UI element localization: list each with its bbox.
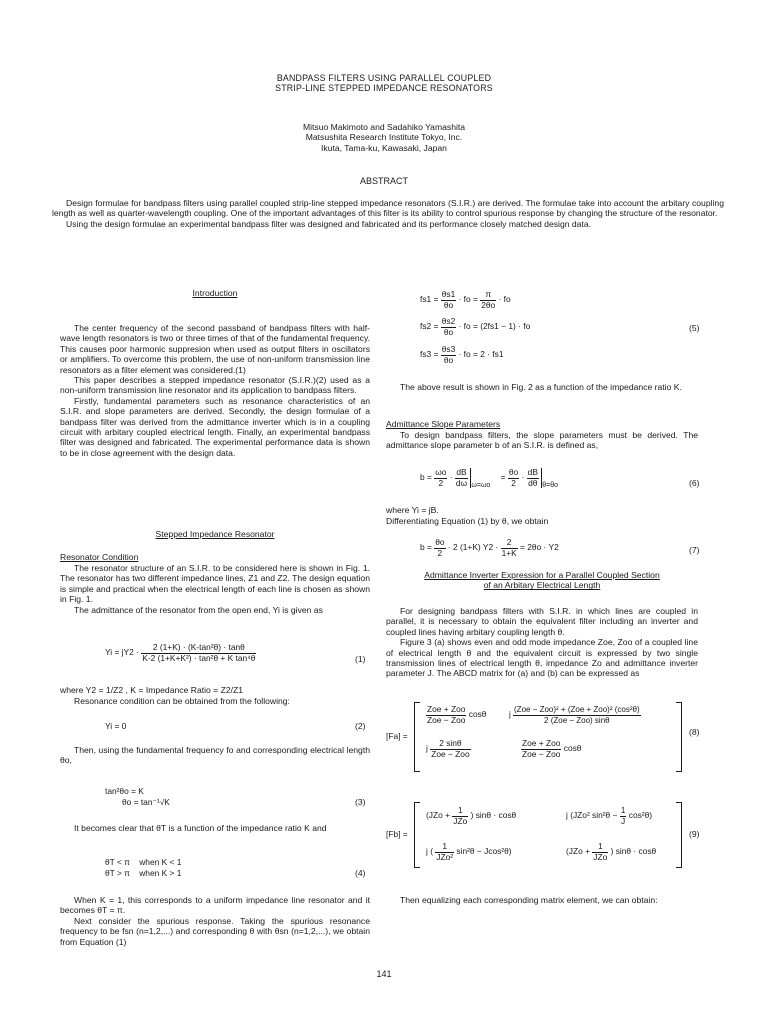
introduction-heading: Introduction xyxy=(192,288,238,298)
equation-2-number: (2) xyxy=(355,721,366,731)
title-line-1: BANDPASS FILTERS USING PARALLEL COUPLED xyxy=(276,73,492,83)
equation-8-number: (8) xyxy=(689,727,700,737)
abstract-para-1: Design formulae for bandpass filters using parallel coupled strip-line stepped impedance resonators (S.I.R.) are derived. The formulae take into account the arbitary coupling length as well as quarter-wavelength coupling. One of the important advantages of this filter is its ability to control spurious response by changing the structure of the resonator. xyxy=(52,198,724,219)
equation-7: b = $\frac{\theta o}{2}$ · 2 (1+K) Y2 · $\frac{2}{1+K}$ = 2θo · Y2 xyxy=(420,537,559,558)
intro-para-2: This paper describes a stepped impedance resonator (S.I.R.)(2) used as a non-uniform transmission line resonator and its application to bandpass filters. xyxy=(60,375,370,396)
page-number: 141 xyxy=(376,969,392,979)
authors: Mitsuo Makimoto and Sadahiko Yamashita xyxy=(302,122,466,132)
fa-label: [Fa] = xyxy=(386,731,408,741)
admittance-inverter-heading xyxy=(386,570,698,591)
abstract-heading: ABSTRACT xyxy=(359,176,408,186)
aie-heading-line-1: Admittance Inverter Expression for a Parallel Coupled Section xyxy=(424,570,660,580)
fb-label: [Fb] = xyxy=(386,829,408,839)
fa-right-bracket xyxy=(676,702,682,772)
admittance-slope-body: To design bandpass filters, the slope parameters must be derived. The admittance slope parameter b of an S.I.R. is defined as, xyxy=(386,430,698,451)
equation-5b: fs2 = $\frac{\theta s2}{\theta o}$ · fo = (2fs1 − 1) · fo xyxy=(420,316,531,337)
equation-5c: fs3 = $\frac{\theta s3}{\theta o}$ · fo = 2 · fs1 xyxy=(420,344,504,365)
fb-element-21: j ( 1 JZo² sin²θ − Jcos²θ) xyxy=(426,841,512,862)
intro-para-3: Firstly, fundamental parameters such as resonance characteristics of an S.I.R. and slope parameters are derived. Secondly, the design formulae of a bandpass filter was derived from the admittance inverter which is in a coupling circuit with arbitary coupled electrical length. Finally, an experimental bandpass filter was designed and fabricated. The experimental performance data is shown to be in close agreement with the design data. xyxy=(60,395,370,458)
function-of-k-text: It becomes clear that θT is a function of the impedance ratio K and xyxy=(74,823,327,833)
equation-4a: θT < π when K < 1 xyxy=(105,857,182,867)
resonator-condition-heading: Resonator Condition xyxy=(60,552,139,562)
resonator-condition-body xyxy=(60,563,370,615)
rc-para-2: The admittance of the resonator from the open end, Yi is given as xyxy=(74,604,323,615)
affiliation: Matsushita Research Institute Tokyo, Inc. xyxy=(305,132,463,143)
aie-heading-line-2: of an Arbitary Electrical Length xyxy=(483,580,601,591)
equation-4b: θT > π when K > 1 xyxy=(105,868,182,878)
equation-7-number: (7) xyxy=(689,545,700,555)
equation-5a: fs1 = $\frac{\theta s1}{\theta o}$ · fo = $\frac{\pi}{2\theta o}$ · fo xyxy=(420,289,511,310)
equation-6: b = $\frac{\omega o}{2}$ · $\frac{dB}{d\omega}$ $_{\omega=\omega o}$ = $\frac{\theta o}{2}$ · $\frac{dB}{d\theta}$ $_{\theta=\theta o}$ xyxy=(420,467,559,490)
aie-para-1: For designing bandpass filters with S.I.R. in which lines are coupled in parallel, it is necessary to obtain the equivalent filter including an inverter and coupled lines having arbitary coupling length θ. xyxy=(386,606,698,637)
title-line-2: STRIP-LINE STEPPED IMPEDANCE RESONATORS xyxy=(275,83,493,94)
where-yi-text: where Yi = jB. xyxy=(386,505,439,515)
fb-left-bracket xyxy=(414,802,420,868)
fb-element-11: (JZo + 1 JZo ) sinθ · cosθ xyxy=(426,805,517,826)
paper-title xyxy=(0,73,768,94)
fa-left-bracket xyxy=(414,702,420,772)
equation-5-number: (5) xyxy=(689,323,700,333)
spurious-text xyxy=(60,895,370,947)
equation-3a: tan²θo = K xyxy=(105,786,144,796)
aie-para-2: Figure 3 (a) shows even and odd mode impedance Zoe, Zoo of a coupled line of electrical length θ and the equivalent circuit is expressed by two single transmission lines of electrical length θ, impedance Zo and admittance inverter parameter J. The ABCD matrix for (a) and (b) can be expressed as xyxy=(386,637,698,679)
abstract-body xyxy=(52,198,724,229)
abstract-para-2: Using the design formulae an experimental bandpass filter was designed and fabricated and its performance closely matched design data. xyxy=(66,218,592,229)
where-definition: where Y2 = 1/Z2 , K = Impedance Ratio = Z2/Z1 xyxy=(60,685,244,695)
equation-9-number: (9) xyxy=(689,829,700,839)
admittance-slope-heading: Admittance Slope Parameters xyxy=(386,419,501,429)
sir-heading: Stepped Impedance Resonator xyxy=(155,529,275,539)
equation-1-number: (1) xyxy=(355,654,366,664)
fa-element-21: j 2 sinθ Zoe − Zoo xyxy=(426,738,470,759)
fb-element-12: j (JZo² sin²θ − $\frac{1}{J}$ cos²θ) xyxy=(566,805,653,826)
resonance-condition-text: Resonance condition can be obtained from the following: xyxy=(74,696,290,706)
equalizing-text: Then equalizing each corresponding matrix element, we can obtain: xyxy=(400,895,658,905)
spurious-para: Next consider the spurious response. Taking the spurious resonance frequency to be fsn (n=1,2,...) and corresponding θ with θsn (n=1,2,...), we obtain from Equation (1) xyxy=(60,915,370,947)
address: Ikuta, Tama-ku, Kawasaki, Japan xyxy=(321,142,447,153)
introduction-body xyxy=(60,323,370,458)
equation-3-number: (3) xyxy=(355,797,366,807)
equation-2: Yi = 0 xyxy=(105,721,127,731)
uniform-line-para: When K = 1, this corresponds to a uniform impedance line resonator and it becomes θT = π. xyxy=(60,895,370,916)
equation-4-number: (4) xyxy=(355,868,366,878)
then-text: Then, using the fundamental frequency fo and corresponding electrical length θo, xyxy=(60,745,370,766)
admittance-inverter-body xyxy=(386,606,698,679)
equation-6-number: (6) xyxy=(689,478,700,488)
fb-element-22: (JZo + 1 JZo ) sinθ · cosθ xyxy=(566,841,657,862)
fa-element-11: Zoe + Zoo Zoe − Zoo cosθ xyxy=(427,704,487,725)
above-result-text: The above result is shown in Fig. 2 as a function of the impedance ratio K. xyxy=(400,382,682,392)
equation-3b: θo = tan⁻¹√K xyxy=(122,797,170,807)
fa-element-22: Zoe + Zoo Zoe − Zoo cosθ xyxy=(522,738,582,759)
equation-1: Yi = jY2 · $\frac{\text{2 (1+K) · (K-tan²θ) · tanθ}}{\text{K-2 (1+K+K²) · tan²θ + K tan⁴θ}}$ xyxy=(105,642,256,663)
differentiating-text: Differentiating Equation (1) by θ, we obtain xyxy=(386,516,549,526)
author-block xyxy=(0,122,768,153)
intro-para-1: The center frequency of the second passband of bandpass filters with half-wave length resonators is two or three times of that of the fundamental frequency. This causes poor harmonic suppresion when used as output filters in oscillators or amplifiers. To overcome this problem, the use of non-uniform transmission line resonators as a filter element was considered.(1) xyxy=(60,323,370,375)
rc-para-1: The resonator structure of an S.I.R. to be considered here is shown in Fig. 1. The resonator has two different impedance lines, Z1 and Z2. The design equation is simple and practical when the electrical length of each line is chosen as shown in Fig. 1. xyxy=(60,563,370,605)
fb-right-bracket xyxy=(676,802,682,868)
fa-element-12: j (Zoe − Zoo)² + (Zoe + Zoo)² (cos²θ) 2 (Zoe − Zoo) sinθ xyxy=(509,705,640,725)
